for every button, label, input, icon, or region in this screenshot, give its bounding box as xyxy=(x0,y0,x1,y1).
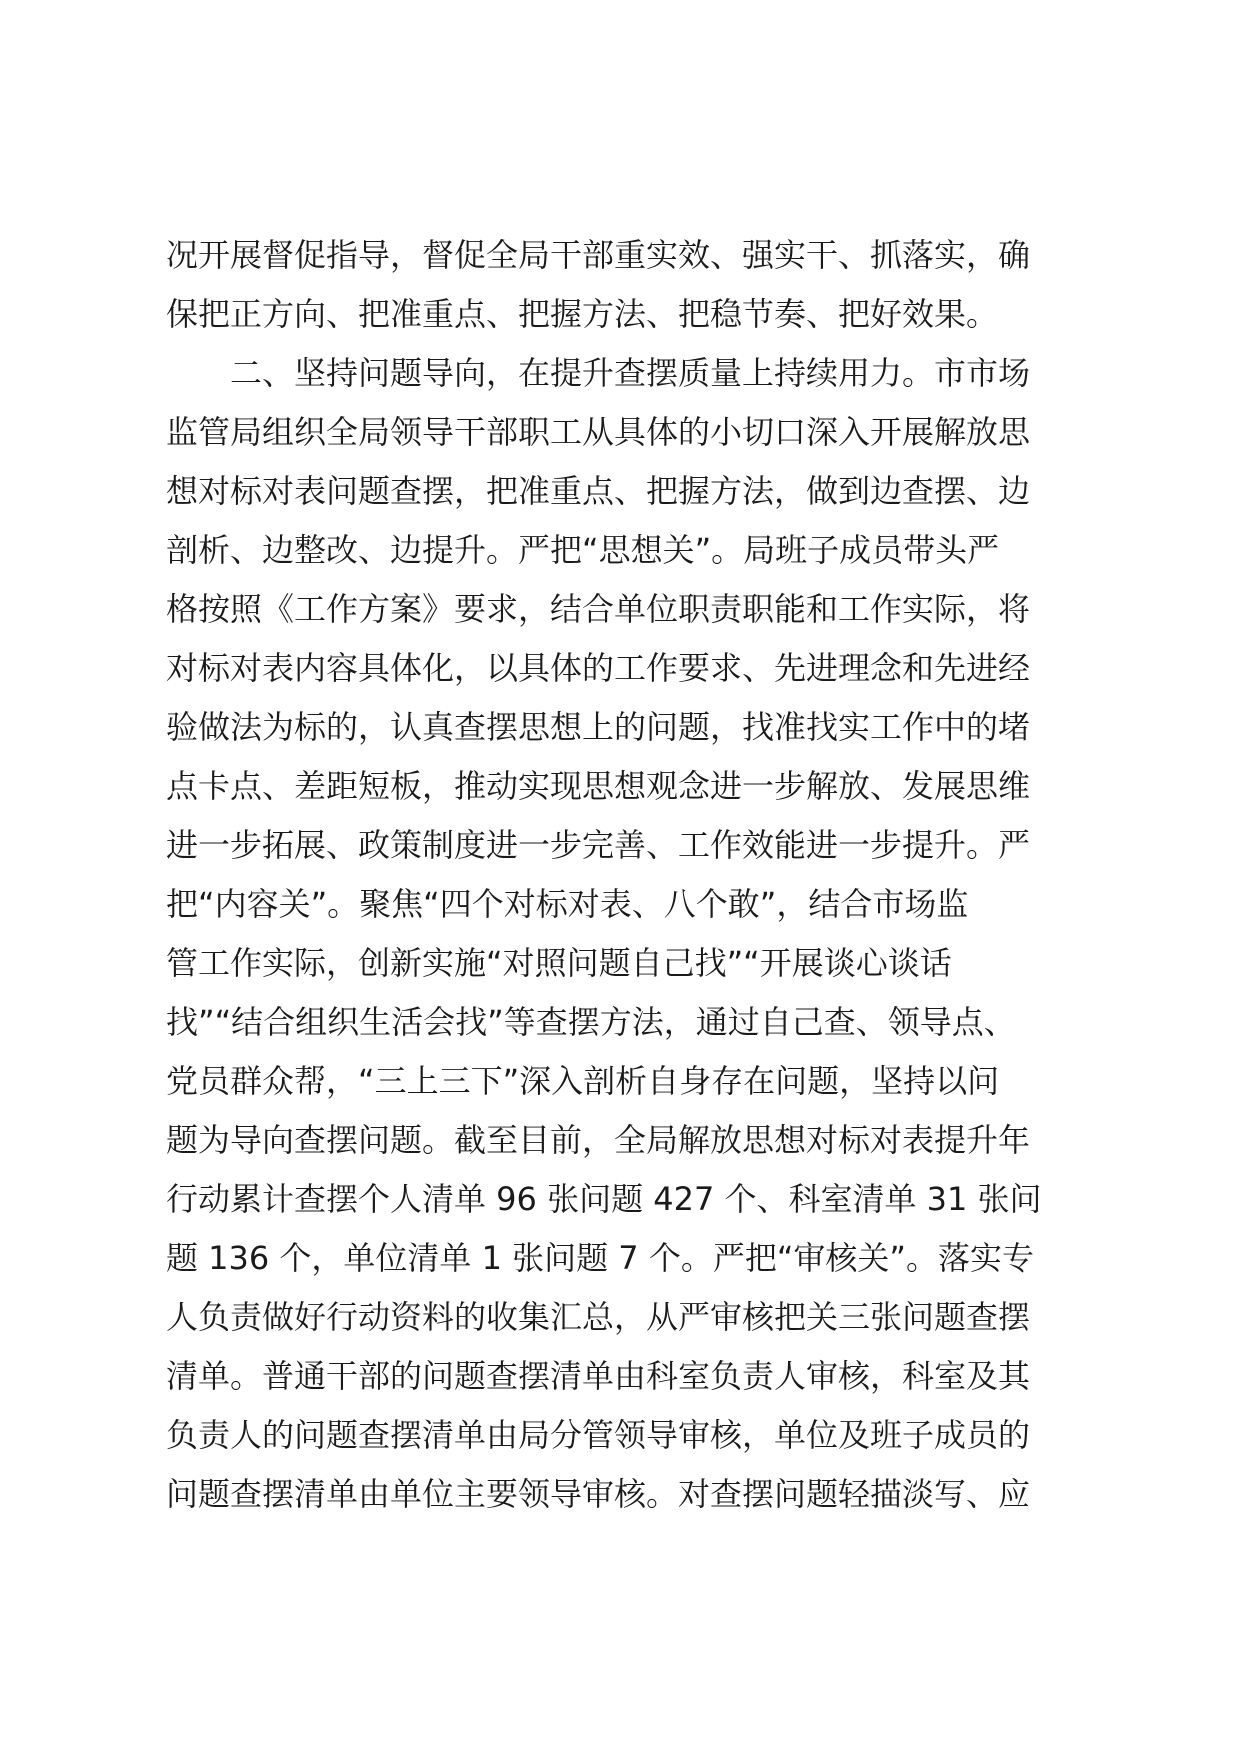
text-line: 人负责做好行动资料的收集汇总，从严审核把关三张问题查摆 xyxy=(166,1298,1031,1336)
text-line: 负责人的问题查摆清单由局分管领导审核，单位及班子成员的 xyxy=(166,1416,1031,1454)
text-line: 想对标对表问题查摆，把准重点、把握方法，做到边查摆、边 xyxy=(166,472,1031,510)
text-line: 况开展督促指导，督促全局干部重实效、强实干、抓落实，确 xyxy=(166,236,1031,274)
text-line: 把“内容关”。聚焦“四个对标对表、八个敢”，结合市场监 xyxy=(166,885,969,923)
body-text xyxy=(166,226,1086,1524)
text-line: 监管局组织全局领导干部职工从具体的小切口深入开展解放思 xyxy=(166,413,1031,451)
text-line: 行动累计查摆个人清单 96 张问题 427 个、科室清单 31 张问 xyxy=(166,1180,1042,1218)
text-line: 点卡点、差距短板，推动实现思想观念进一步解放、发展思维 xyxy=(166,767,1031,805)
text-line: 题 136 个，单位清单 1 张问题 7 个。严把“审核关”。落实专 xyxy=(166,1239,1034,1277)
text-line: 格按照《工作方案》要求，结合单位职责职能和工作实际，将 xyxy=(166,590,1031,628)
text-line: 清单。普通干部的问题查摆清单由科室负责人审核，科室及其 xyxy=(166,1357,1031,1395)
text-line: 管工作实际，创新实施“对照问题自己找”“开展谈心谈话 xyxy=(166,944,952,982)
text-line: 党员群众帮，“三上三下”深入剖析自身存在问题，坚持以问 xyxy=(166,1062,1000,1100)
text-line: 题为导向查摆问题。截至目前，全局解放思想对标对表提升年 xyxy=(166,1121,1031,1159)
text-line: 剖析、边整改、边提升。严把“思想关”。局班子成员带头严 xyxy=(166,531,1000,569)
text-line: 找”“结合组织生活会找”等查摆方法，通过自己查、领导点、 xyxy=(166,1003,1016,1041)
section-heading-line: 二、坚持问题导向，在提升查摆质量上持续用力。市市场 xyxy=(230,354,1031,392)
text-line: 保把正方向、把准重点、把握方法、把稳节奏、把好效果。 xyxy=(166,295,999,333)
text-line: 进一步拓展、政策制度进一步完善、工作效能进一步提升。严 xyxy=(166,826,1031,864)
text-line: 验做法为标的，认真查摆思想上的问题，找准找实工作中的堵 xyxy=(166,708,1031,746)
text-line: 问题查摆清单由单位主要领导审核。对查摆问题轻描淡写、应 xyxy=(166,1475,1031,1513)
text-line: 对标对表内容具体化，以具体的工作要求、先进理念和先进经 xyxy=(166,649,1031,687)
